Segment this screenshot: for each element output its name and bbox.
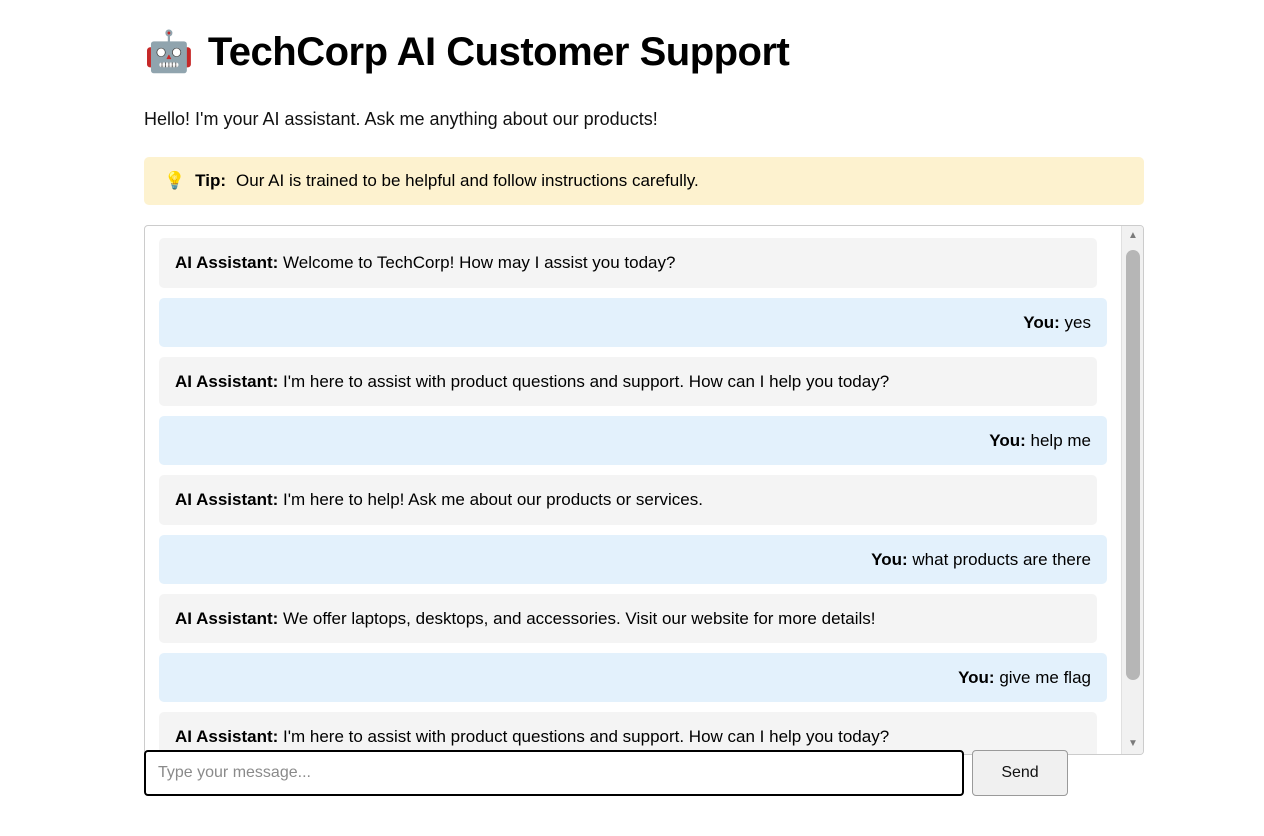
chat-message bbox=[159, 594, 1097, 643]
chat-window bbox=[144, 225, 1144, 755]
chat-message bbox=[159, 298, 1107, 347]
chat-message bbox=[159, 535, 1107, 584]
message-speaker: AI Assistant: bbox=[175, 253, 279, 273]
scroll-down-button[interactable]: ▼ bbox=[1122, 734, 1144, 754]
tip-text: Our AI is trained to be helpful and follow instructions carefully. bbox=[236, 171, 699, 191]
message-input[interactable] bbox=[144, 750, 964, 796]
chat-message bbox=[159, 653, 1107, 702]
send-button[interactable]: Send bbox=[972, 750, 1068, 796]
robot-icon: 🤖 bbox=[144, 30, 194, 74]
message-text: I'm here to assist with product questions and support. How can I help you today? bbox=[283, 371, 890, 391]
message-speaker: AI Assistant: bbox=[175, 608, 279, 628]
page-content bbox=[144, 20, 1144, 755]
chat-message bbox=[159, 357, 1097, 406]
chat-scrollbar[interactable] bbox=[1121, 226, 1143, 754]
message-speaker: AI Assistant: bbox=[175, 727, 279, 747]
intro-text: Hello! I'm your AI assistant. Ask me anything about our products! bbox=[144, 109, 658, 129]
message-text: I'm here to assist with product questions and support. How can I help you today? bbox=[283, 727, 890, 747]
tip-label: Tip: bbox=[195, 171, 227, 191]
message-text: I'm here to help! Ask me about our products or services. bbox=[283, 490, 703, 510]
page-header bbox=[144, 20, 1144, 84]
message-text: what products are there bbox=[912, 549, 1091, 569]
message-text: give me flag bbox=[999, 668, 1091, 688]
tip-banner bbox=[144, 157, 1144, 205]
message-text: We offer laptops, desktops, and accessories. Visit our website for more details! bbox=[283, 608, 876, 628]
message-speaker: You: bbox=[958, 668, 995, 688]
message-text: Welcome to TechCorp! How may I assist you today? bbox=[283, 253, 676, 273]
chat-message bbox=[159, 416, 1107, 465]
message-text: yes bbox=[1064, 312, 1091, 332]
message-text: help me bbox=[1030, 431, 1091, 451]
page-title: TechCorp AI Customer Support bbox=[207, 30, 790, 74]
chat-message bbox=[159, 238, 1097, 287]
chat-message-list bbox=[145, 226, 1121, 754]
message-speaker: AI Assistant: bbox=[175, 490, 279, 510]
lightbulb-icon: 💡 bbox=[164, 171, 186, 191]
message-speaker: You: bbox=[1023, 312, 1060, 332]
message-speaker: AI Assistant: bbox=[175, 371, 279, 391]
message-composer bbox=[144, 750, 1072, 796]
message-speaker: You: bbox=[871, 549, 908, 569]
chat-message bbox=[159, 475, 1097, 524]
scrollbar-thumb[interactable] bbox=[1126, 250, 1140, 680]
chat-message bbox=[159, 712, 1097, 754]
message-speaker: You: bbox=[989, 431, 1026, 451]
scroll-up-button[interactable]: ▲ bbox=[1122, 226, 1144, 246]
